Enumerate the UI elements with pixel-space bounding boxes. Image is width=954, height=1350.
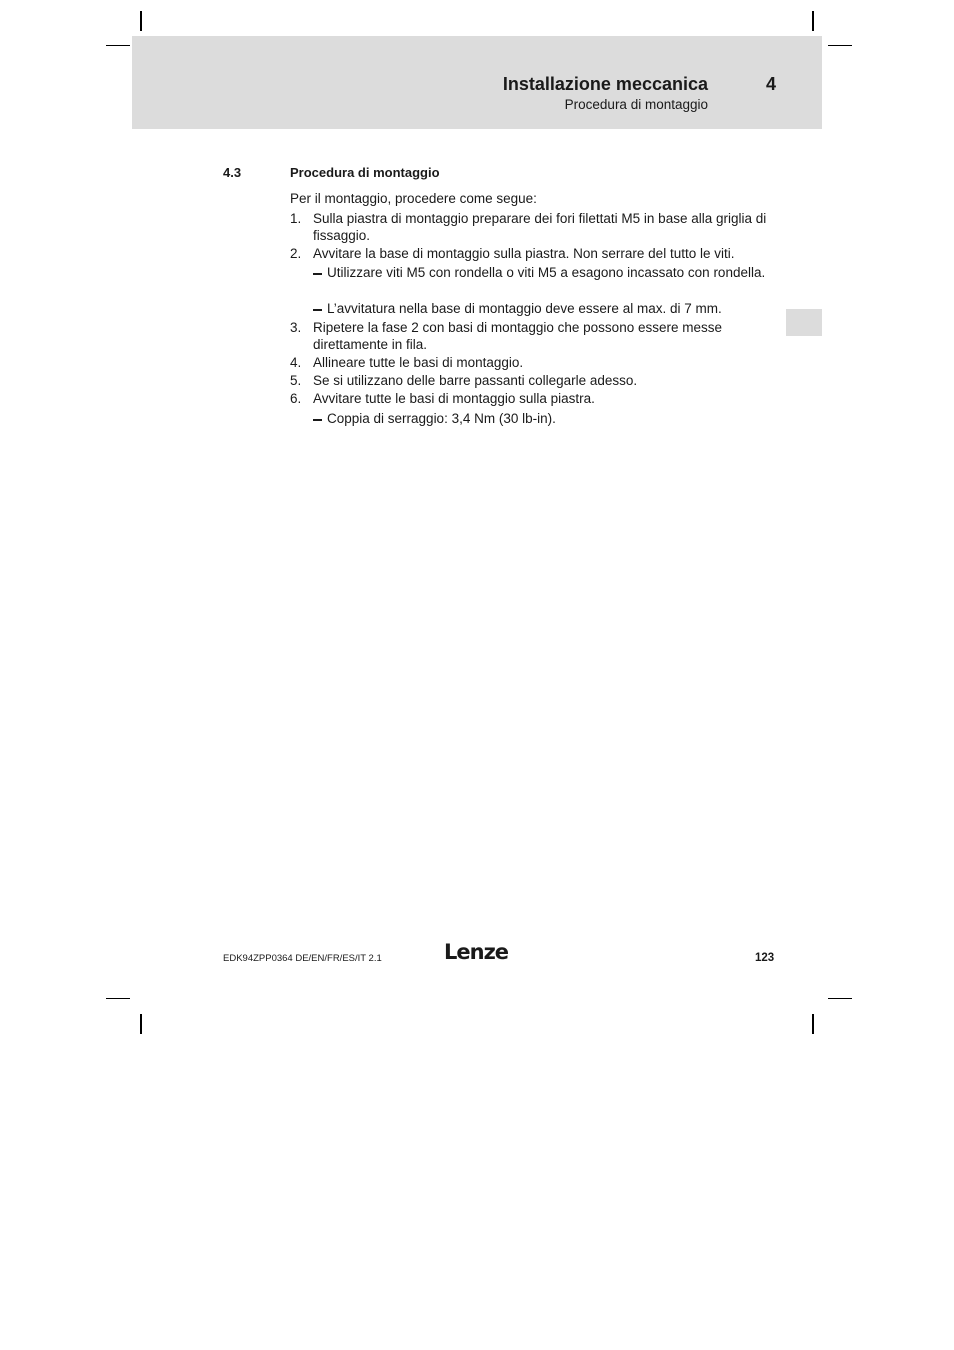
footer-document-id: EDK94ZPP0364 DE/EN/FR/ES/IT 2.1	[223, 953, 382, 964]
subitem-text: L’avvitatura nella base di montaggio deve essere al max. di 7 mm.	[327, 301, 722, 316]
crop-mark-top-left-horizontal	[106, 45, 130, 46]
crop-mark-bottom-right-vertical	[812, 1014, 814, 1034]
step-number: 2.	[290, 246, 302, 261]
step-text: Sulla piastra di montaggio preparare dei fori filettati M5 in base alla griglia di fissaggio.	[313, 211, 767, 243]
crop-mark-bottom-left-horizontal	[106, 998, 130, 999]
dash-bullet	[313, 273, 322, 275]
chapter-side-tab	[786, 309, 822, 336]
step-number: 5.	[290, 373, 302, 388]
step-number: 4.	[290, 355, 302, 370]
step-number: 3.	[290, 320, 302, 335]
step-text: Ripetere la fase 2 con basi di montaggio che possono essere messe direttamente in fila.	[313, 320, 722, 352]
intro-text: Per il montaggio, procedere come segue:	[290, 191, 537, 206]
page-number: 123	[755, 952, 775, 964]
subitem-text: Coppia di serraggio: 3,4 Nm (30 lb-in).	[327, 411, 556, 426]
step-text: Avvitare la base di montaggio sulla piastra. Non serrare del tutto le viti.	[313, 246, 735, 261]
dash-bullet	[313, 309, 322, 311]
crop-mark-bottom-right-horizontal	[828, 998, 852, 999]
crop-mark-top-left-vertical	[140, 11, 142, 31]
step-number: 6.	[290, 391, 302, 406]
step-number: 1.	[290, 211, 302, 226]
step-text: Avvitare tutte le basi di montaggio sulla piastra.	[313, 391, 595, 406]
section-title: Procedura di montaggio	[290, 165, 440, 180]
header-band	[132, 36, 822, 129]
dash-bullet	[313, 419, 322, 421]
step-text: Allineare tutte le basi di montaggio.	[313, 355, 524, 370]
chapter-title: Installazione meccanica	[502, 74, 708, 94]
chapter-subtitle: Procedura di montaggio	[564, 97, 708, 112]
crop-mark-bottom-left-vertical	[140, 1014, 142, 1034]
step-text: Se si utilizzano delle barre passanti collegarle adesso.	[313, 373, 638, 388]
subitem-text: Utilizzare viti M5 con rondella o viti M5 a esagono incassato con rondella.	[327, 265, 766, 280]
section-number: 4.3	[223, 165, 242, 180]
crop-mark-top-right-vertical	[812, 11, 814, 31]
chapter-number: 4	[766, 74, 777, 94]
crop-mark-top-right-horizontal	[828, 45, 852, 46]
lenze-logo: Lenze	[444, 940, 509, 964]
